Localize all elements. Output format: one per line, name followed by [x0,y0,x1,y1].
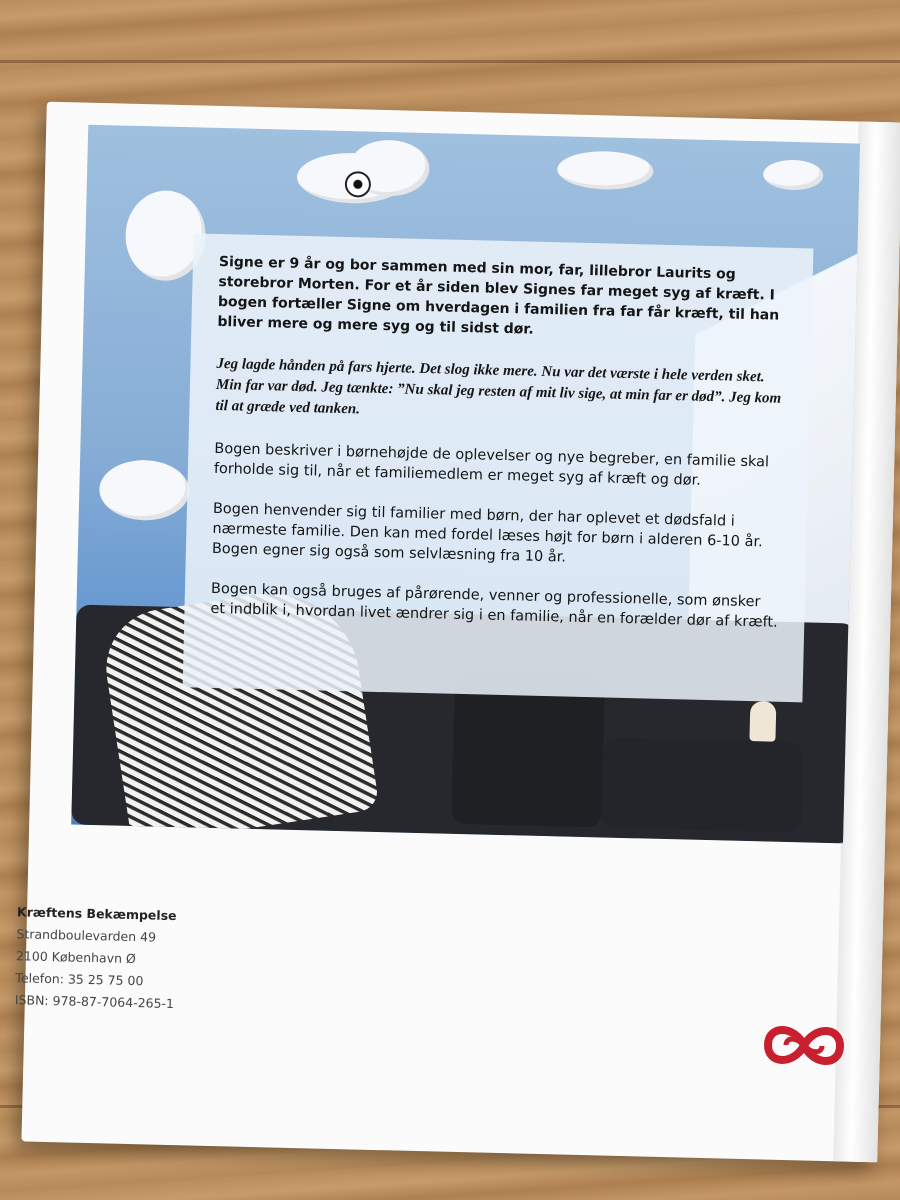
publisher-city: 2100 København Ø [15,948,137,967]
publisher-isbn: ISBN: 978-87-7064-265-1 [14,992,175,1012]
blurb-describes: Bogen beskriver i børnehøjde de oplevelser og nye begreber, en familie skal forholde sig til, når et familiemedlem er meget syg af kræft og dør. [213,440,770,489]
cloud [763,159,824,190]
blurb-quote: Jeg lagde hånden på fars hjerte. Det slog ikke mere. Nu var det værste i hele verden sket. Min far var død. Jeg tænkte: ”Nu skal jeg resten af mit liv sige, at min far er død”. Jeg kom til at græde ved tanken. [215,355,782,418]
blurb-lead: Signe er 9 år og bor sammen med sin mor, far, lillebror Laurits og storebror Morten. For et år siden blev Signes far meget syg af kræft. I bogen fortæller Signe om hverdagen i familien fra far får kræft, til han bliver mere og mere syg og til sidst dør. [217,253,780,338]
publisher-street: Strandboulevarden 49 [16,926,157,945]
publisher-phone: Telefon: 35 25 75 00 [15,970,144,989]
publisher-name: Kræftens Bekæmpelse [16,904,177,924]
back-cover [14,102,900,1163]
blurb-audience: Bogen henvender sig til familier med børn, der har oplevet et dødsfald i nærmeste familie. Den kan med fordel læses højt for børn i alderen 6-10 år. Bogen egner sig også som selvlæsning fra 10 år. [211,500,763,566]
sofa-arm [601,737,803,832]
cloud [99,459,190,521]
blurb-box [183,233,814,702]
wall-lamp [749,701,776,742]
cloud [557,150,654,190]
cover-photo [71,125,860,844]
infinity-logo-icon [755,1014,852,1076]
publisher-info [15,901,177,1015]
blurb-others: Bogen kan også bruges af pårørende, venner og professionelle, som ønsker et indblik i, hvordan livet ændrer sig i en familie, når en forælder dør af kræft. [210,580,778,631]
